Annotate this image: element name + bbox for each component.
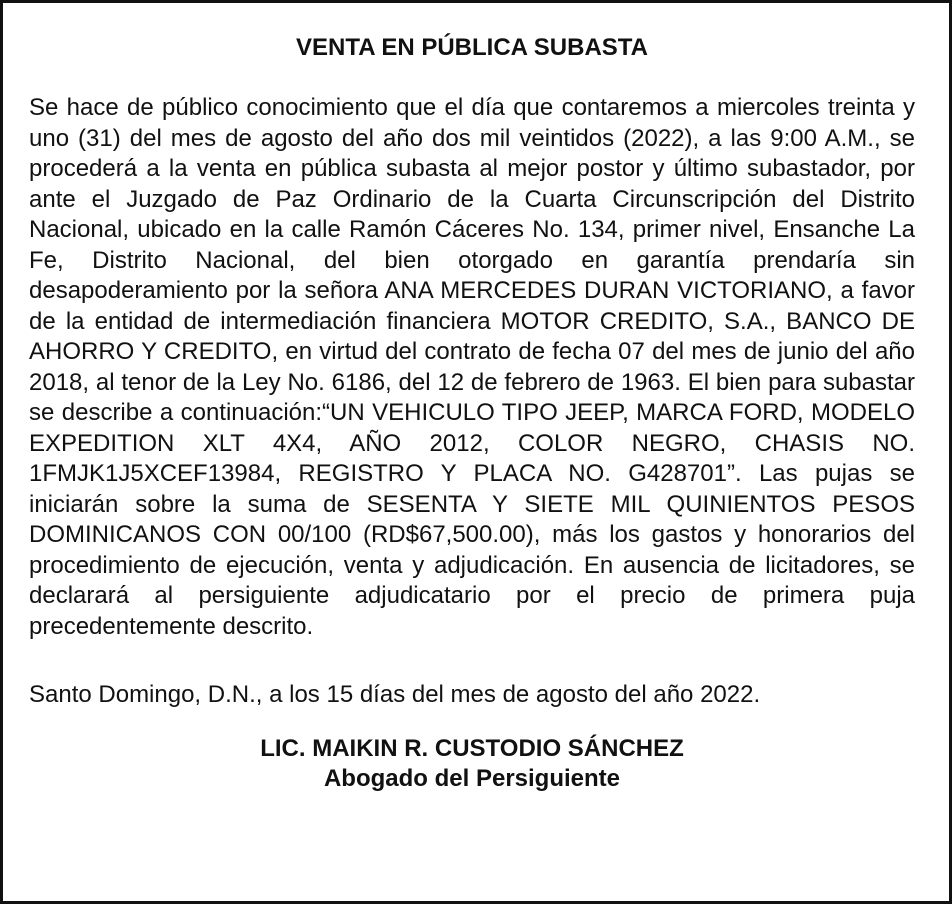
notice-date-line: Santo Domingo, D.N., a los 15 días del mes de agosto del año 2022. — [29, 681, 761, 708]
signer-role: Abogado del Persiguiente — [323, 765, 621, 792]
signature-block — [29, 734, 915, 794]
signer-name: LIC. MAIKIN R. CUSTODIO SÁNCHEZ — [260, 735, 684, 762]
notice-body: Se hace de público conocimiento que el día que contaremos a miercoles treinta y uno (31) del mes de agosto del año dos mil veintidos (2022), a las 9:00 A.M., se procederá a la venta en pública subasta al mejor postor y último subastador, por ante el Juzgado de Paz Ordinario de la Cuarta Circunscripción del Distrito Nacional, ubicado en la calle Ramón Cáceres No. 134, primer nivel, Ensanche La Fe, Distrito Nacional, del bien otorgado en garantía prendaría sin desapoderamiento por la señora ANA MERCEDES DURAN VICTORIANO, a favor de la entidad de intermediación financiera MOTOR CREDITO, S.A., BANCO DE AHORRO Y CREDITO, en virtud del contrato de fecha 07 del mes de junio del año 2018, al tenor de la Ley No. 6186, del 12 de febrero de 1963. El bien para subastar se describe a continuación:“UN VEHICULO TIPO JEEP, MARCA FORD, MODELO EXPEDITION XLT 4X4, AÑO 2012, COLOR NEGRO, CHASIS NO. 1FMJK1J5XCEF13984, REGISTRO Y PLACA NO. G428701”. Las pujas se iniciarán sobre la suma de SESENTA Y SIETE MIL QUINIENTOS PESOS DOMINICANOS CON 00/100 (RD$67,500.00), más los gastos y honorarios del procedimiento de ejecución, venta y adjudicación. En ausencia de licitadores, se declarará al persiguiente adjudicatario por el precio de primera puja precedentemente descrito. — [29, 94, 915, 640]
notice-title: VENTA EN PÚBLICA SUBASTA — [295, 34, 648, 61]
